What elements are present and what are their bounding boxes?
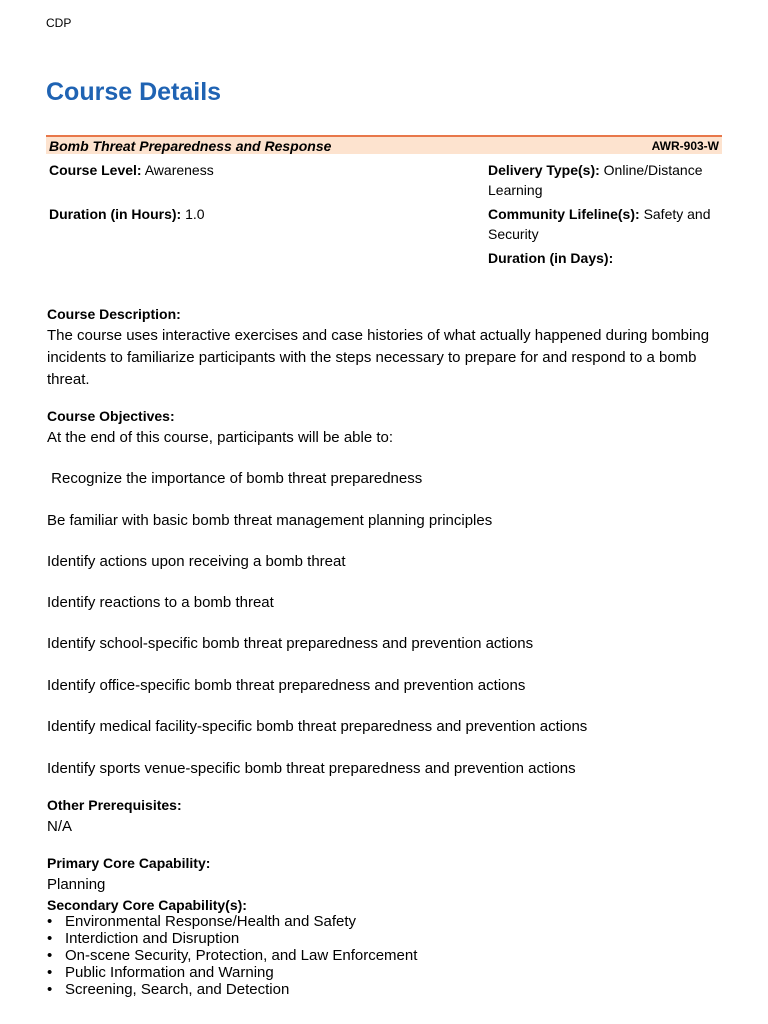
list-item (47, 981, 417, 998)
objectives-intro: At the end of this course, participants will be able to: (47, 429, 394, 446)
list-item (47, 964, 417, 981)
course-level-label: Course Level: (49, 162, 142, 178)
community-lifeline-label: Community Lifeline(s): (488, 206, 640, 222)
course-description-text: The course uses interactive exercises and case histories of what actually happened during bombing incidents to familiarize participants with the steps necessary to prepare for and respond to a bomb threat. (47, 327, 710, 388)
secondary-core-capability-label: Secondary Core Capability(s): (47, 897, 247, 913)
duration-hours-label: Duration (in Hours): (49, 206, 182, 222)
other-prerequisites-label: Other Prerequisites: (47, 797, 182, 813)
objective-item: Identify actions upon receiving a bomb threat (47, 553, 346, 570)
list-item-text: Environmental Response/Health and Safety (65, 913, 357, 930)
secondary-capability-list (47, 913, 417, 998)
bullet-icon: • (47, 964, 53, 981)
list-item-text: Interdiction and Disruption (65, 930, 240, 947)
list-item (47, 930, 417, 947)
community-lifeline-value: Safety and Security (488, 206, 711, 242)
course-code: AWR-903-W (651, 139, 719, 153)
community-lifeline-field (488, 204, 720, 244)
objective-item: Recognize the importance of bomb threat preparedness (47, 470, 423, 487)
list-item (47, 947, 417, 964)
list-item-text: Public Information and Warning (65, 964, 274, 981)
delivery-type-field (488, 160, 720, 200)
course-name: Bomb Threat Preparedness and Response (49, 138, 332, 154)
primary-core-capability-label: Primary Core Capability: (47, 855, 211, 871)
list-item-text: On-scene Security, Protection, and Law Enforcement (65, 947, 418, 964)
page-title: Course Details (46, 78, 222, 106)
other-prerequisites-value: N/A (47, 818, 73, 835)
bullet-icon: • (47, 947, 53, 964)
objective-item: Identify sports venue-specific bomb threat preparedness and prevention actions (47, 760, 576, 777)
objective-item: Identify office-specific bomb threat preparedness and prevention actions (47, 677, 526, 694)
bullet-icon: • (47, 913, 53, 930)
bullet-icon: • (47, 930, 53, 947)
course-level-value: Awareness (144, 162, 214, 178)
course-level-field (49, 160, 214, 180)
objective-item: Identify school-specific bomb threat preparedness and prevention actions (47, 635, 534, 652)
objective-item: Identify medical facility-specific bomb threat preparedness and prevention actions (47, 718, 588, 735)
course-title-bar (46, 135, 722, 154)
course-description-label: Course Description: (47, 306, 181, 322)
objective-item: Identify reactions to a bomb threat (47, 594, 274, 611)
list-item-text: Screening, Search, and Detection (65, 981, 290, 998)
duration-hours-value: 1.0 (185, 206, 205, 222)
bullet-icon: • (47, 981, 53, 998)
duration-days-field (488, 248, 720, 268)
primary-core-capability-value: Planning (47, 876, 106, 893)
objective-item: Be familiar with basic bomb threat management planning principles (47, 512, 493, 529)
list-item (47, 913, 417, 930)
organization-label: CDP (46, 16, 72, 30)
duration-hours-field (49, 204, 205, 224)
duration-days-label: Duration (in Days): (488, 250, 614, 266)
delivery-type-value: Online/Distance Learning (488, 162, 703, 198)
course-objectives-label: Course Objectives: (47, 408, 175, 424)
delivery-type-label: Delivery Type(s): (488, 162, 600, 178)
